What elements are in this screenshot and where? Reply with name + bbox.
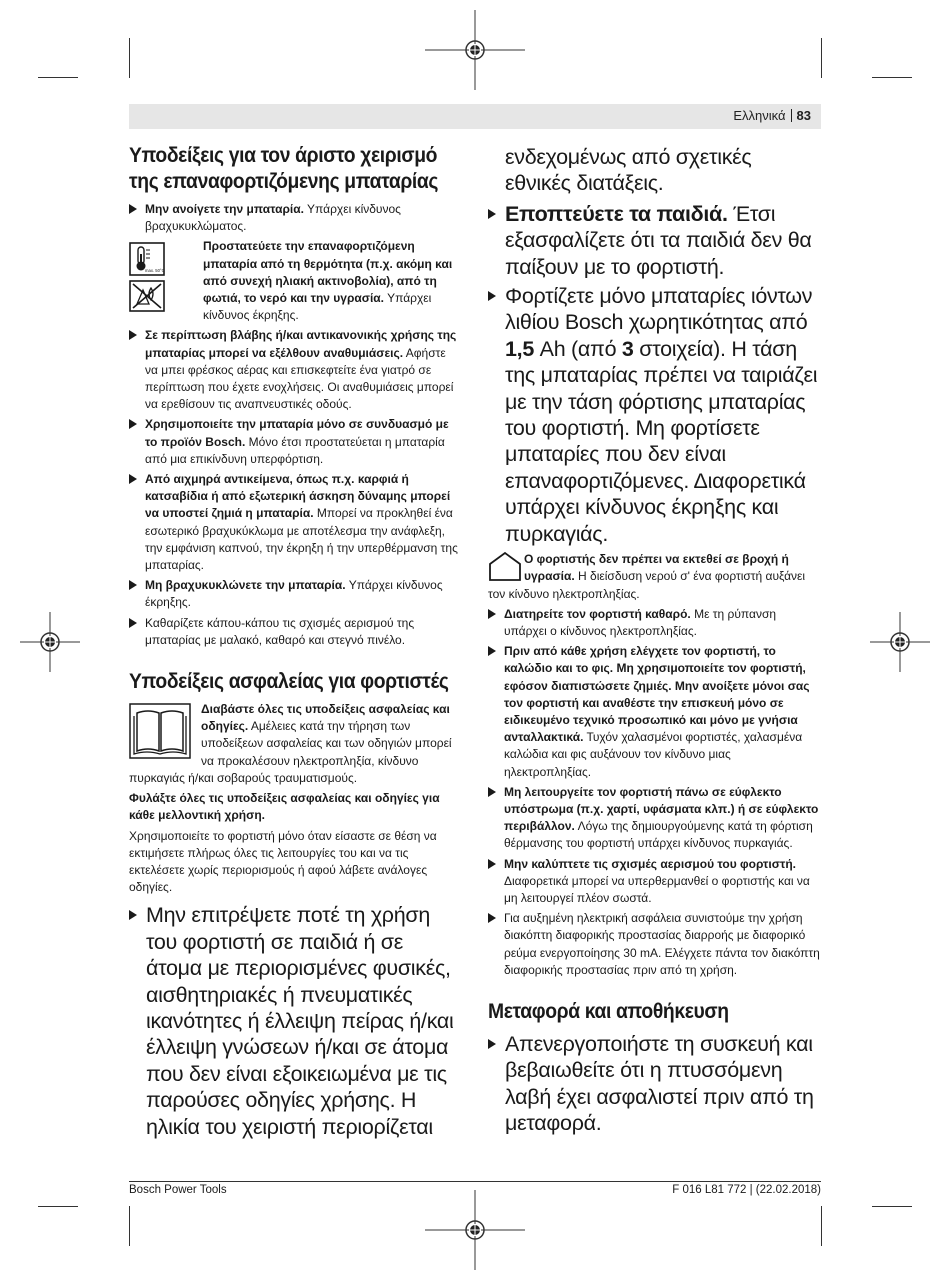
bullet-icon (129, 580, 137, 590)
use-charger-text: Χρησιμοποιείτε το φορτιστή μόνο όταν είσαστε σε θέση να εκτιμήσετε πλήρως όλες τις λειτουργίες του και να τις εκτελέσετε χωρίς περιορισμούς ή αφού λάβετε ανάλογες οδηγίες. (129, 828, 437, 895)
item-text: Μόνο έτσι προστατεύεται η μπαταρία από μια επικίνδυνη υπερφόρτιση. (145, 434, 445, 466)
list-item (488, 643, 820, 781)
list-item (488, 1031, 820, 1137)
list-item (488, 201, 820, 280)
list-item (488, 856, 820, 908)
item-text: Τυχόν χαλασμένοι φορτιστές, χαλασμένα καλώδια και φις αυξάνουν τον κίνδυνο μιας ηλεκτροπληξίας. (504, 730, 803, 779)
list-item (488, 283, 820, 547)
item-bold-text: Από αιχμηρά αντικείμενα, όπως π.χ. καρφιά ή κατσαβίδια ή από εξωτερική άσκηση δύναμης μπορεί να υποστεί ζημιά η μπαταρία. (145, 472, 451, 521)
keep-instructions: Φυλάξτε όλες τις υποδείξεις ασφαλείας και οδηγίες για κάθε μελλοντική χρήση. (129, 791, 440, 823)
list-item (488, 910, 820, 979)
header-language: Ελληνικά (733, 108, 786, 123)
bullet-icon (129, 330, 137, 340)
item-text: Απενεργοποιήστε τη συσκευή και βεβαιωθείτε ότι η πτυσσόμενη λαβή έχει ασφαλιστεί πριν από τη μεταφορά. (505, 1031, 814, 1136)
item-bold-text: Σε περίπτωση βλάβης ή/και αντικανονικής χρήσης της μπαταρίας μπορεί να εξέλθουν αναθυμιάσεις. (145, 328, 457, 360)
item-text: Μπορεί να προκληθεί ένα εσωτερικό βραχυκύκλωμα με αποτέλεσμα την ανάφλεξη, την εμφάνιση καπνού, την έκρηξη ή την υπερθέρμανση της μπαταρίας. (145, 506, 458, 573)
bullet-icon (129, 474, 137, 484)
bullet-icon (488, 1039, 496, 1049)
manual-book-icon (129, 703, 191, 759)
read-instructions-bold: Διαβάστε όλες τις υποδείξεις ασφαλείας και οδηγίες. (201, 702, 450, 734)
rain-warning-block (488, 551, 820, 603)
bullet-icon (129, 419, 137, 429)
read-instructions-block (129, 701, 461, 787)
item-text: Έτσι εξασφαλίζετε ότι τα παιδιά δεν θα παίξουν με το φορτιστή. (505, 201, 812, 279)
right-column (488, 144, 820, 1140)
thermometer-icon (129, 242, 165, 276)
item-text: Αφήστε να μπει φρέσκος αέρας και επισκεφτείτε ένα γιατρό σε περίπτωση που έχετε ενοχλήσεις. Οι αναθυμιάσεις μπορεί να ερεθίσουν τις αναπνευστικές οδούς. (145, 345, 454, 412)
item-bold-text: Χρησιμοποιείτε την μπαταρία μόνο σε συνδυασμό με το προϊόν Bosch. (145, 417, 449, 449)
battery-heading: Υποδείξεις για τον άριστο χειρισμό της επαναφορτιζόμενης μπαταρίας (129, 144, 439, 193)
crop-mark (129, 38, 130, 78)
item-text: Φορτίζετε μόνο μπαταρίες ιόντων λιθίου Bosch χωρητικότητας από (505, 284, 813, 335)
list-item (129, 577, 461, 611)
rain-warning-text: Η διείσδυση νερού σ' ένα φορτιστή αυξάνει τον κίνδυνο ηλεκτροπληξίας. (488, 569, 806, 601)
item-text: Λόγω της δημιουργούμενης κατά τη φόρτιση θέρμανσης του φορτιστή υπάρχει κίνδυνος πυρκαγιάς. (504, 819, 813, 851)
transport-heading: Μεταφορά και αποθήκευση (488, 999, 729, 1023)
footer-doc-number: F 016 L81 772 | (22.02.2018) (672, 1184, 821, 1196)
item-text: Διαφορετικά μπορεί να υπερθερμανθεί ο φορτιστής και να μη λειτουργεί πλέον σωστά. (504, 873, 810, 905)
list-item (488, 606, 820, 640)
list-item (129, 201, 461, 235)
list-item (129, 416, 461, 468)
header-text (733, 108, 811, 123)
item-text: στοιχεία). Η τάση της μπαταρίας πρέπει να ταιριάζει με την τάση φόρτισης μπαταρίας του φορτιστή. Μη φορτίσετε μπαταρίες που δεν είναι επαναφορτιζόμενες. Διαφορετικά υπάρχει κίνδυνος έκρηξης και πυρκαγιάς. (505, 336, 818, 546)
item-text: Μην επιτρέψετε ποτέ τη χρήση του φορτιστή σε παιδιά ή σε άτομα με περιορισμένες φυσικές, αισθητηριακές ή πνευματικές ικανότητες ή έλλειψη πείρας ή/και έλλειψη γνώσεων ή/και σε άτομα που δεν είναι εξοικειωμένα με τις παρούσες οδηγίες χρήσης. Η ηλικία του χειριστή περιορίζεται (146, 903, 454, 1139)
bullet-icon (488, 209, 496, 219)
crop-mark (821, 38, 822, 78)
item-text: Ah (από (534, 336, 622, 361)
bullet-icon (488, 646, 496, 656)
cells-value: 3 (621, 336, 634, 361)
item-text: Με τη ρύπανση υπάρχει ο κίνδυνος ηλεκτροπληξίας. (504, 606, 777, 638)
list-item (129, 902, 461, 1140)
item-text: Υπάρχει κίνδυνος έκρηξης. (145, 578, 443, 610)
no-water-fire-icon (129, 280, 165, 312)
heat-warning-text: Υπάρχει κίνδυνος έκρηξης. (203, 291, 432, 323)
registration-mark-bottom (425, 1190, 525, 1270)
header-separator (791, 109, 792, 122)
crop-mark (821, 1206, 822, 1246)
list-item (129, 471, 461, 574)
footer-rule (129, 1181, 821, 1182)
crop-mark (872, 1206, 912, 1207)
indoor-use-icon (488, 551, 522, 581)
bullet-icon (488, 609, 496, 619)
bullet-icon (129, 910, 137, 920)
list-item (129, 327, 461, 413)
left-column (129, 143, 461, 1143)
item-bold-text: Εποπτεύετε τα παιδιά. (505, 201, 728, 226)
rain-warning-bold: Ο φορτιστής δεν πρέπει να εκτεθεί σε βροχή ή υγρασία. (524, 552, 789, 584)
item-text: Για αυξημένη ηλεκτρική ασφάλεια συνιστούμε την χρήση διακόπτη διαφορικής προστασίας διαρροής με διαφορικό ρεύμα ενεργοποίησης 30 mA. Ελέγχετε πάντα τον διακόπτη διαφορικής προστασίας πριν από τη χρήση. (504, 911, 820, 977)
list-item (129, 615, 461, 649)
bullet-icon (488, 787, 496, 797)
crop-mark (38, 77, 78, 78)
bullet-icon (488, 291, 496, 301)
bullet-icon (488, 913, 496, 923)
item-bold-text: Μη λειτουργείτε τον φορτιστή πάνω σε εύφλεκτο υπόστρωμα (π.χ. χαρτί, υφάσματα κλπ.) ή σε εύφλεκτο περιβάλλον. (504, 784, 819, 834)
item-bold-text: Μην ανοίγετε την μπαταρία. (145, 202, 304, 216)
list-item (488, 784, 820, 853)
capacity-value: 1,5 (505, 336, 534, 361)
registration-mark-right (870, 602, 930, 682)
heat-warning-block (129, 238, 461, 324)
item-bold-text: Πριν από κάθε χρήση ελέγχετε τον φορτιστή, το καλώδιο και το φις. Μη χρησιμοποιείτε τον φορτιστή, εφόσον διαπιστώσετε ζημιές. Μην ανοίξετε μόνοι σας τον φορτιστή και αναθέστε την επισκευή μόνο σε ειδικευμένο τεχνικό προσωπικό και μόνο με γνήσια ανταλλακτικά. (504, 644, 810, 745)
item-text: Καθαρίζετε κάπου-κάπου τις σχισμές αερισμού της μπαταρίας με μαλακό, καθαρό και στεγνό πινέλο. (145, 615, 415, 647)
page-header (129, 104, 821, 129)
crop-mark (129, 1206, 130, 1246)
charger-heading: Υποδείξεις ασφαλείας για φορτιστές (129, 670, 449, 694)
registration-mark-left (20, 602, 80, 682)
crop-mark (38, 1206, 78, 1207)
footer-brand: Bosch Power Tools (129, 1184, 227, 1196)
heat-warning-bold: Προστατεύετε την επαναφορτιζόμενη μπαταρία από τη θερμότητα (π.χ. ακόμη και από συνεχή ηλιακή ακτινοβολία), από τη φωτιά, το νερό και την υγρασία. (203, 239, 453, 306)
item-bold-text: Μη βραχυκυκλώνετε την μπαταρία. (145, 578, 346, 593)
bullet-icon (129, 618, 137, 628)
continued-text: ενδεχομένως από σχετικές εθνικές διατάξεις. (505, 145, 752, 196)
crop-mark (872, 77, 912, 78)
page-number: 83 (796, 108, 811, 123)
read-instructions-text: Αμέλειες κατά την τήρηση των υποδείξεων ασφαλείας και των οδηγιών μπορεί να προκαλέσουν ηλεκτροπληξία, κίνδυνο πυρκαγιάς ή/και σοβαρούς τραυματισμούς. (129, 719, 452, 785)
registration-mark-top (425, 10, 525, 90)
bullet-icon (129, 204, 137, 214)
thermometer-label: max. 50°C (145, 268, 165, 274)
item-text: Υπάρχει κίνδυνος βραχυκυκλώματος. (145, 202, 401, 234)
item-bold-text: Διατηρείτε τον φορτιστή καθαρό. (504, 606, 691, 621)
bullet-icon (488, 859, 496, 869)
item-bold-text: Μην καλύπτετε τις σχισμές αερισμού του φορτιστή. (504, 856, 796, 871)
